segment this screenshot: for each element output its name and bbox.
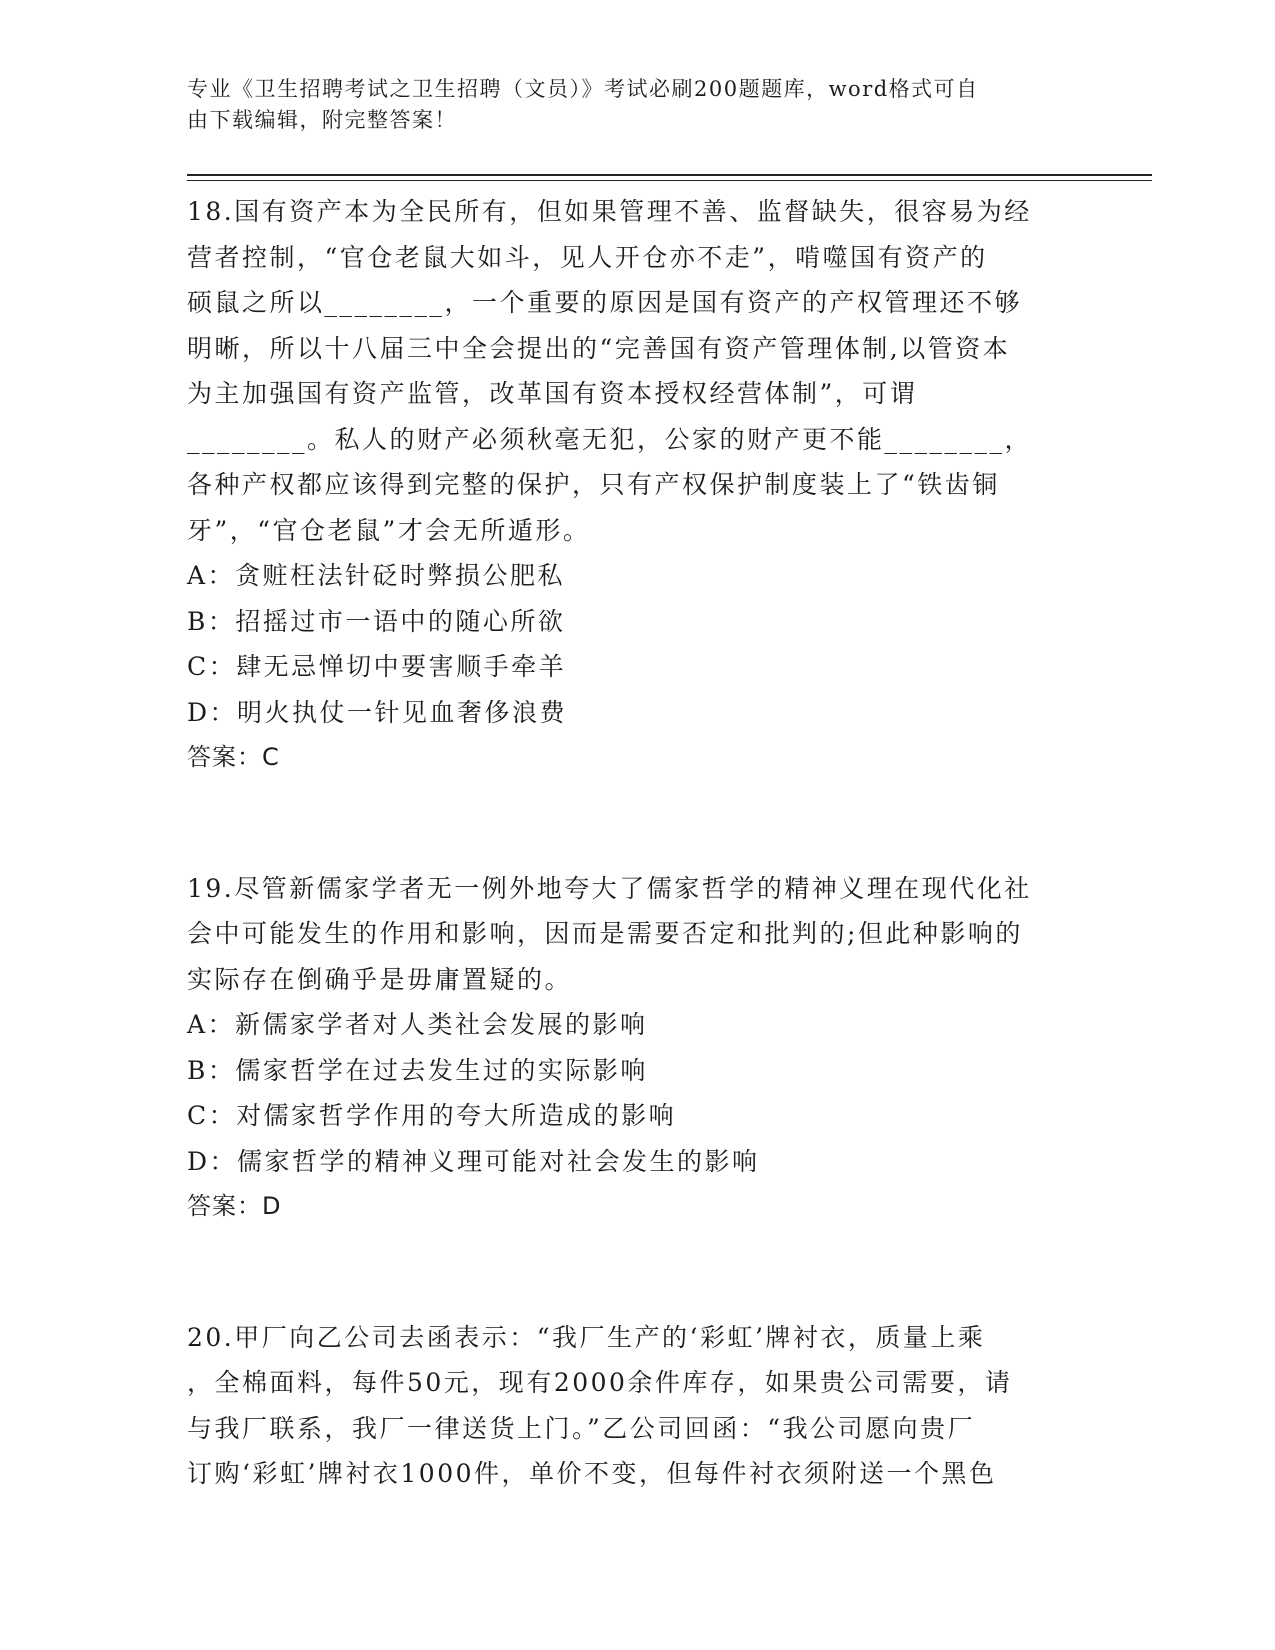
header-line: 由下载编辑，附完整答案！ <box>187 108 457 132</box>
document-header <box>187 74 1067 136</box>
question-text-line: 会中可能发生的作用和影响，因而是需要否定和批判的;但此种影响的 <box>187 919 1023 948</box>
option-c: C：肆无忌惮切中要害顺手牵羊 <box>187 652 567 681</box>
question-text-line: ________。私人的财产必须秋毫无犯，公家的财产更不能________， <box>187 424 1033 454</box>
question-text-line: 18.国有资产本为全民所有，但如果管理不善、监督缺失，很容易为经 <box>187 197 1032 226</box>
option-b: B：招摇过市一语中的随心所欲 <box>187 606 566 636</box>
option-b: B：儒家哲学在过去发生过的实际影响 <box>187 1055 648 1085</box>
answer: 答案：D <box>187 1192 282 1220</box>
question-text-line: 硕鼠之所以________，一个重要的原因是国有资产的产权管理还不够 <box>187 288 1023 317</box>
question-text-line: 19.尽管新儒家学者无一例外地夸大了儒家哲学的精神义理在现代化社 <box>187 873 1032 903</box>
option-c: C：对儒家哲学作用的夸大所造成的影响 <box>187 1101 677 1130</box>
question-text-line: 各种产权都应该得到完整的保护，只有产权保护制度装上了“铁齿铜 <box>187 470 1000 499</box>
option-d: D：明火执仗一针见血奢侈浪费 <box>187 697 568 727</box>
question-text-line: 订购‘彩虹’牌衬衣1000件，单价不变，但每件衬衣须附送一个黑色 <box>187 1459 997 1488</box>
option-a: A：贪赃枉法针砭时弊损公肥私 <box>187 561 566 590</box>
question-text-line: 实际存在倒确乎是毋庸置疑的。 <box>187 964 573 994</box>
question-text-line: 20.甲厂向乙公司去函表示：“我厂生产的‘彩虹’牌衬衣，质量上乘 <box>187 1322 986 1352</box>
question-20 <box>187 1315 1077 1497</box>
question-text-line: 牙”，“官仓老鼠”才会无所遁形。 <box>187 515 591 545</box>
question-spacer <box>187 1230 1077 1315</box>
question-text-line: 为主加强国有资产监管，改革国有资本授权经营体制”，可谓 <box>187 379 918 408</box>
question-text-line: 与我厂联系，我厂一律送货上门。”乙公司回函：“我公司愿向贵厂 <box>187 1413 976 1443</box>
question-text-line: ，全棉面料，每件50元，现有2000余件库存，如果贵公司需要，请 <box>187 1368 1013 1397</box>
question-18 <box>187 189 1077 781</box>
question-list <box>187 189 1077 1497</box>
question-text-line: 营者控制，“官仓老鼠大如斗，见人开仓亦不走”，啃噬国有资产的 <box>187 242 988 272</box>
option-a: A：新儒家学者对人类社会发展的影响 <box>187 1010 648 1039</box>
option-d: D：儒家哲学的精神义理可能对社会发生的影响 <box>187 1146 760 1176</box>
header-line: 专业《卫生招聘考试之卫生招聘（文员）》考试必刷200题题库，word格式可自 <box>187 77 979 101</box>
question-text-line: 明晰，所以十八届三中全会提出的“完善国有资产管理体制,以管资本 <box>187 333 1011 363</box>
header-divider <box>187 174 1152 176</box>
question-19 <box>187 866 1077 1230</box>
answer: 答案：C <box>187 743 280 771</box>
question-spacer <box>187 781 1077 866</box>
header-divider-thin <box>187 180 1152 181</box>
